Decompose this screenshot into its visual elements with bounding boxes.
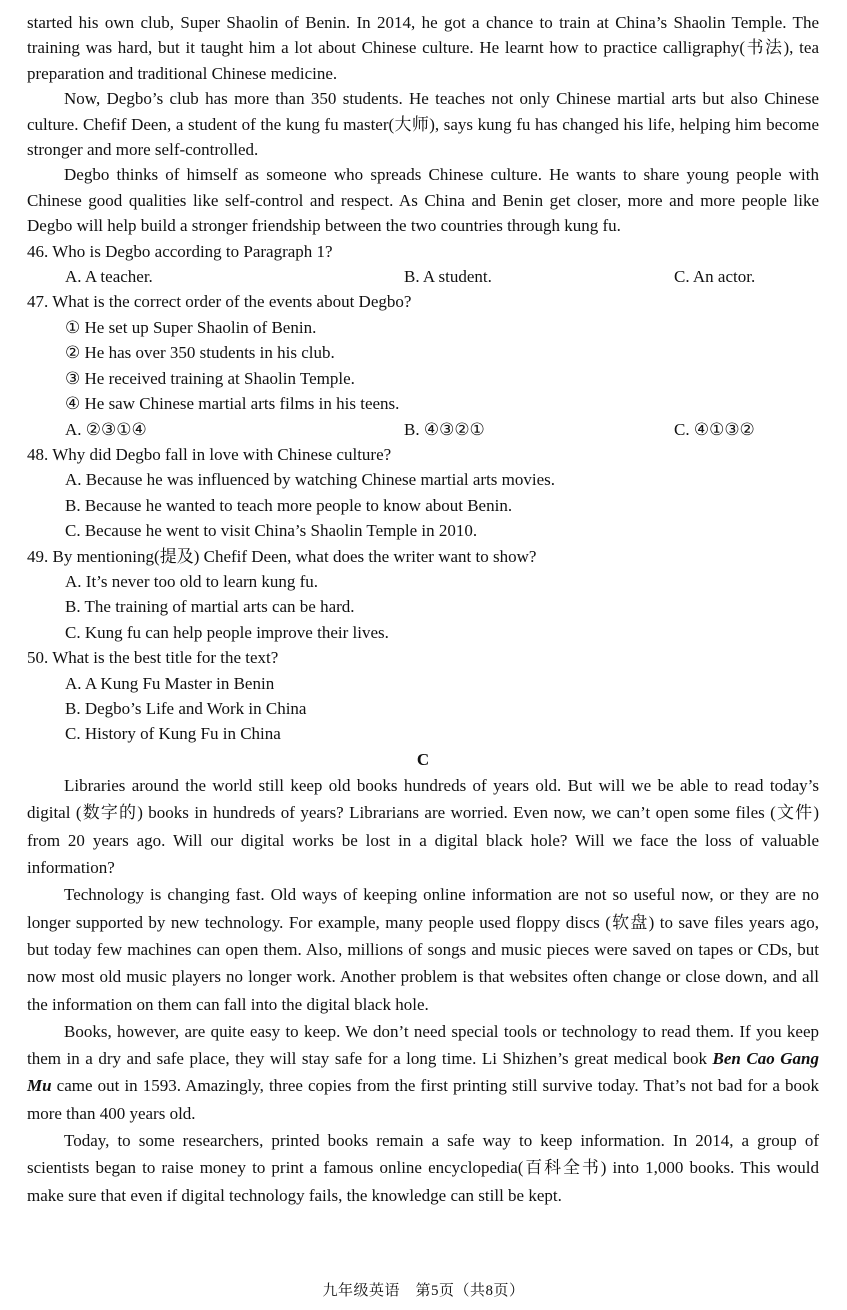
section-c-paragraph-3 bbox=[27, 1018, 819, 1127]
question-50 bbox=[27, 645, 819, 747]
question-47-options bbox=[27, 417, 819, 442]
question-46-stem: 46. Who is Degbo according to Paragraph 1? bbox=[27, 241, 333, 261]
question-50-stem: 50. What is the best title for the text? bbox=[27, 648, 279, 668]
passage-b-paragraph-3: Degbo thinks of himself as someone who spreads Chinese culture. He wants to share young people with Chinese good qualities like self-control and respect. As China and Benin get closer, more and more people like Degbo will help build a stronger friendship between the two countries through kung fu. bbox=[27, 165, 819, 236]
q47-event-2: ② He has over 350 students in his club. bbox=[65, 343, 335, 363]
q47-option-c: C. ④①③② bbox=[674, 419, 755, 439]
q48-option-c: C. Because he went to visit China’s Shaolin Temple in 2010. bbox=[65, 521, 478, 541]
q48-option-a: A. Because he was influenced by watching Chinese martial arts movies. bbox=[65, 470, 556, 490]
paragraph-3-text-after: came out in 1593. Amazingly, three copies from the first printing still survive today. That’s not bad for a book more than 400 years old. bbox=[27, 1076, 819, 1123]
q49-option-b: B. The training of martial arts can be hard. bbox=[65, 597, 355, 617]
q50-option-c: C. History of Kung Fu in China bbox=[65, 724, 281, 744]
section-c-paragraph-1: Libraries around the world still keep old books hundreds of years old. But will we be able to read today’s digital (数字的) books in hundreds of years? Librarians are worried. Even now, we can’t open some files (文件) from 20 years ago. Will our digital works be lost in a digital black hole? Will we face the loss of valuable information? bbox=[27, 776, 819, 878]
q49-option-c: C. Kung fu can help people improve their lives. bbox=[65, 622, 389, 642]
q49-option-a: A. It’s never too old to learn kung fu. bbox=[65, 571, 319, 591]
paragraph-3-text-before: Books, however, are quite easy to keep. We don’t need special tools or technology to read them. If you keep them in a dry and safe place, they will stay safe for a long time. Li Shizhen’s great medical book bbox=[27, 1021, 819, 1069]
question-48-stem: 48. Why did Degbo fall in love with Chinese culture? bbox=[27, 444, 392, 464]
question-48 bbox=[27, 442, 819, 544]
section-c-paragraph-4: Today, to some researchers, printed books remain a safe way to keep information. In 2014, a group of scientists began to raise money to print a famous online encyclopedia(百科全书) into 1,000 books. This would make sure that even if digital technology fails, the knowledge can still be kept. bbox=[27, 1131, 819, 1205]
section-c-heading: C bbox=[416, 749, 430, 769]
q50-option-b: B. Degbo’s Life and Work in China bbox=[65, 698, 307, 718]
question-46 bbox=[27, 239, 819, 290]
page-footer: 九年级英语 第5页（共8页） bbox=[322, 1283, 525, 1299]
question-46-options bbox=[27, 264, 819, 289]
q47-option-a: A. ②③①④ bbox=[65, 419, 147, 439]
q47-event-4: ④ He saw Chinese martial arts films in his teens. bbox=[65, 394, 400, 414]
q46-option-a: A. A teacher. bbox=[65, 267, 153, 287]
question-47-stem: 47. What is the correct order of the events about Degbo? bbox=[27, 292, 412, 312]
q46-option-b: B. A student. bbox=[404, 267, 492, 287]
question-49 bbox=[27, 544, 819, 646]
book-title: Ben Cao Gang Mu bbox=[27, 1049, 819, 1096]
section-c-paragraph-2: Technology is changing fast. Old ways of keeping online information are not so useful now, or they are no longer supported by new technology. For example, many people used floppy discs (软盘) to save files years ago, but today few machines can open them. Also, millions of songs and music pieces were saved on tapes or CDs, but now most old music players no longer work. Another problem is that websites often change or close down, and all the information on them can fall into the digital black hole. bbox=[27, 885, 819, 1014]
passage-b-paragraph-1: started his own club, Super Shaolin of Benin. In 2014, he got a chance to train at China’s Shaolin Temple. The training was hard, but it taught him a lot about Chinese culture. He learnt how to practice calligraphy(书法), tea preparation and traditional Chinese medicine. bbox=[27, 13, 819, 83]
q50-option-a: A. A Kung Fu Master in Benin bbox=[65, 673, 275, 693]
question-47 bbox=[27, 289, 819, 441]
q47-event-1: ① He set up Super Shaolin of Benin. bbox=[65, 317, 317, 337]
passage-b-paragraph-2: Now, Degbo’s club has more than 350 students. He teaches not only Chinese martial arts but also Chinese culture. Chefif Deen, a student of the kung fu master(大师), says kung fu has changed his life, helping him become stronger and more self-controlled. bbox=[27, 89, 819, 160]
q46-option-c: C. An actor. bbox=[674, 267, 756, 287]
question-49-stem: 49. By mentioning(提及) Chefif Deen, what does the writer want to show? bbox=[27, 546, 537, 566]
q47-event-3: ③ He received training at Shaolin Temple. bbox=[65, 368, 355, 388]
q48-option-b: B. Because he wanted to teach more people to know about Benin. bbox=[65, 495, 513, 515]
q47-option-b: B. ④③②① bbox=[404, 419, 485, 439]
